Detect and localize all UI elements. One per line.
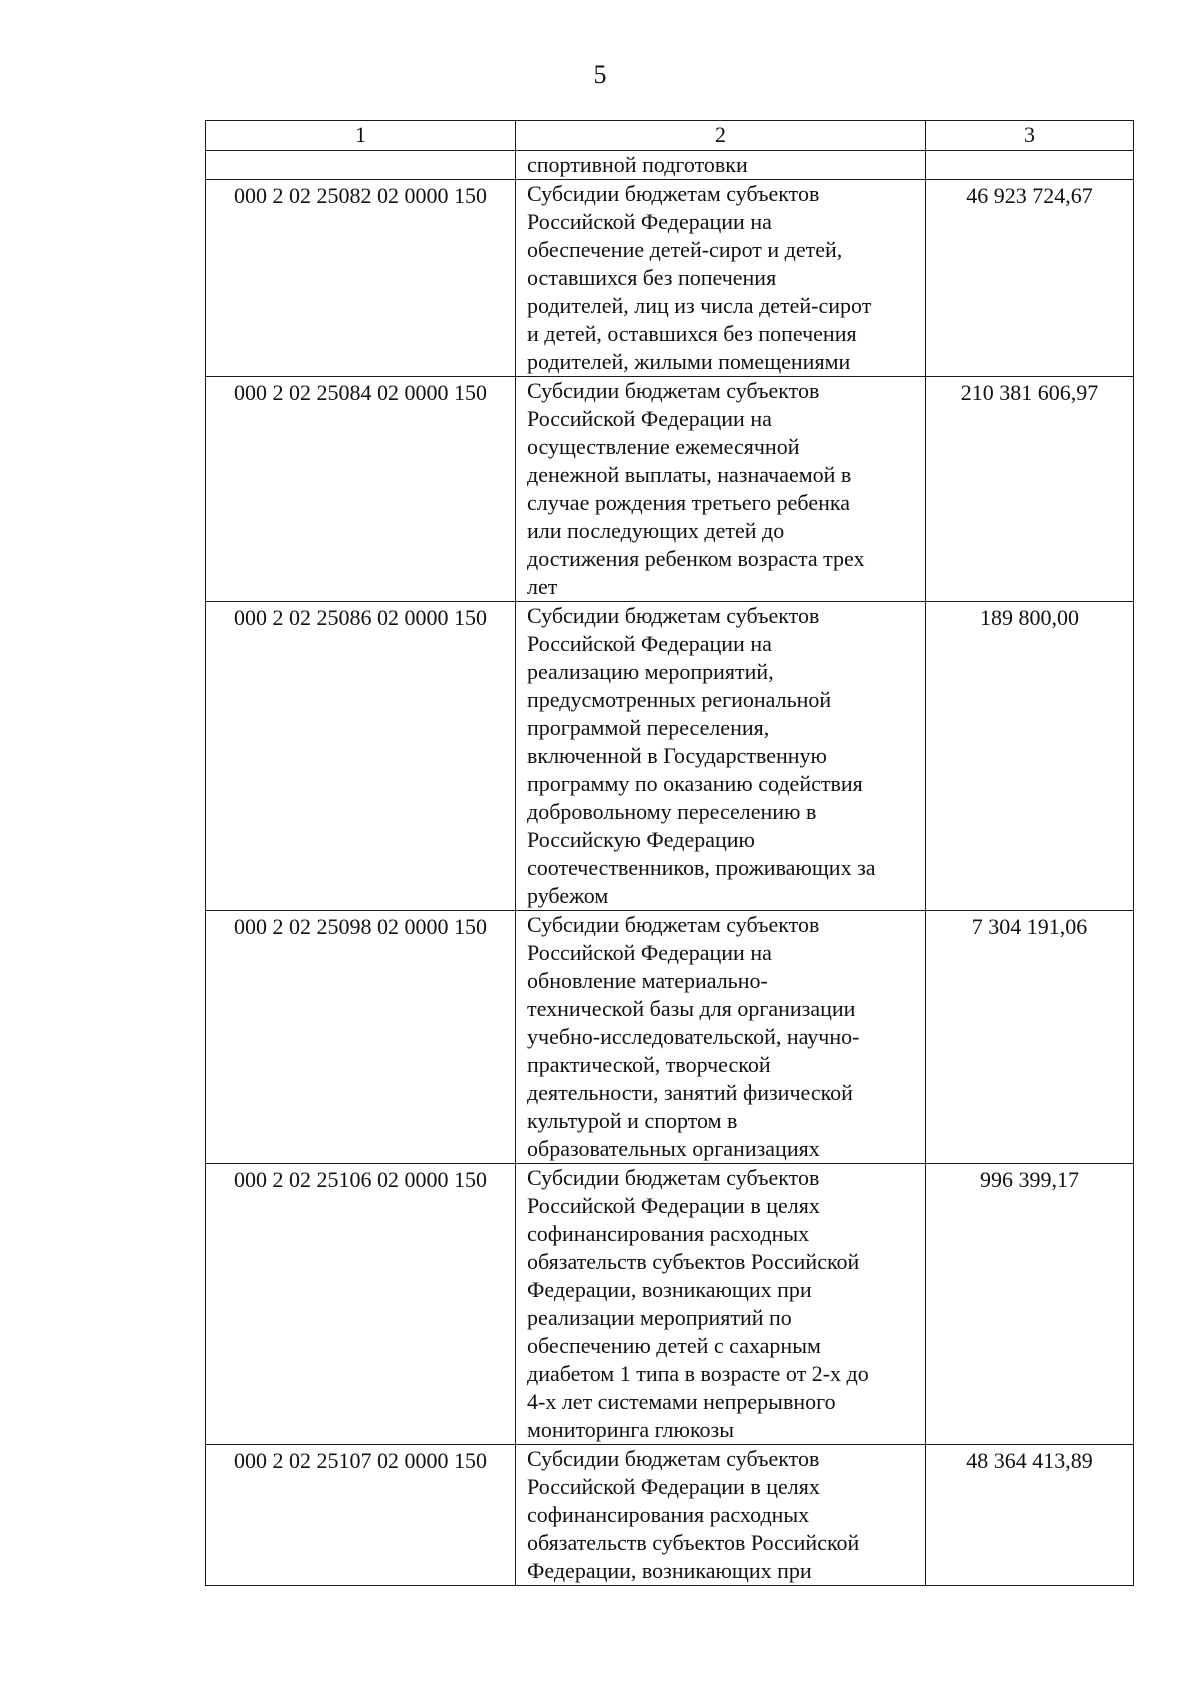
table-row [206,1445,1134,1586]
description-line: включенной в Государственную [527,743,827,768]
description-line: Российской Федерации на [527,209,772,234]
amount-cell: 7 304 191,06 [926,911,1134,1164]
table-row [206,911,1134,1164]
description-line: Российской Федерации в целях [527,1474,820,1499]
description-cell [516,377,926,602]
description-line: обеспечение детей-сирот и детей, [527,237,843,262]
description-line: достижения ребенком возраста трех [527,546,865,571]
amount-cell: 210 381 606,97 [926,377,1134,602]
description-line: соотечественников, проживающих за [527,855,876,880]
description-line: обязательств субъектов Российской [527,1530,860,1555]
description-line: технической базы для организации [527,996,856,1021]
revenue-code-cell: 000 2 02 25098 02 0000 150 [206,911,516,1164]
description-line: Субсидии бюджетам субъектов [527,1446,820,1471]
table-row [206,377,1134,602]
description-line: деятельности, занятий физической [527,1080,853,1105]
revenue-code-cell: 000 2 02 25086 02 0000 150 [206,602,516,911]
table-body [206,151,1134,1586]
description-line: оставшихся без попечения [527,265,777,290]
table-header-row [206,121,1134,151]
description-line: Федерации, возникающих при [527,1277,812,1302]
description-line: Субсидии бюджетам субъектов [527,1165,820,1190]
description-line: обеспечению детей с сахарным [527,1333,821,1358]
description-line: 4-х лет системами непрерывного [527,1389,836,1414]
budget-table [205,120,1134,1586]
amount-cell: 46 923 724,67 [926,180,1134,377]
description-line: софинансирования расходных [527,1502,810,1527]
description-line: реализации мероприятий по [527,1305,792,1330]
description-line: Российской Федерации на [527,631,772,656]
description-cell [516,1445,926,1586]
description-cell [516,180,926,377]
description-line: Российской Федерации на [527,406,772,431]
description-line: программой переселения, [527,715,770,740]
column-header-amount: 3 [926,121,1134,151]
description-line: Федерации, возникающих при [527,1558,812,1583]
description-line: обязательств субъектов Российской [527,1249,860,1274]
revenue-code-cell: 000 2 02 25106 02 0000 150 [206,1164,516,1445]
description-line: культурой и спортом в [527,1108,738,1133]
amount-cell [926,151,1134,180]
description-line: реализацию мероприятий, [527,659,774,684]
revenue-code-cell: 000 2 02 25084 02 0000 150 [206,377,516,602]
description-line: и детей, оставшихся без попечения [527,321,857,346]
amount-cell: 48 364 413,89 [926,1445,1134,1586]
amount-cell: 996 399,17 [926,1164,1134,1445]
description-line: практической, творческой [527,1052,771,1077]
revenue-code-cell: 000 2 02 25107 02 0000 150 [206,1445,516,1586]
description-line: осуществление ежемесячной [527,434,800,459]
description-line: Российской Федерации в целях [527,1193,820,1218]
description-line: родителей, жилыми помещениями [527,349,851,374]
table-row [206,180,1134,377]
description-cell [516,151,926,180]
description-line: Российскую Федерацию [527,827,755,852]
description-cell [516,911,926,1164]
column-header-description: 2 [516,121,926,151]
table-row [206,602,1134,911]
description-cell [516,602,926,911]
description-line: или последующих детей до [527,518,785,543]
description-line: образовательных организациях [527,1136,820,1161]
page-number: 5 [593,60,607,89]
description-line: родителей, лиц из числа детей-сирот [527,293,872,318]
description-line: Субсидии бюджетам субъектов [527,378,820,403]
description-line: случае рождения третьего ребенка [527,490,850,515]
description-line: рубежом [527,883,609,908]
description-line: предусмотренных региональной [527,687,832,712]
description-line: Субсидии бюджетам субъектов [527,912,820,937]
description-line: Субсидии бюджетам субъектов [527,603,820,628]
description-line: софинансирования расходных [527,1221,810,1246]
description-line: лет [527,574,558,599]
revenue-code-cell: 000 2 02 25082 02 0000 150 [206,180,516,377]
description-line: мониторинга глюкозы [527,1417,734,1442]
description-line: Субсидии бюджетам субъектов [527,181,820,206]
table-row [206,151,1134,180]
description-cell [516,1164,926,1445]
revenue-code-cell [206,151,516,180]
description-line: программу по оказанию содействия [527,771,863,796]
description-line: спортивной подготовки [527,152,748,177]
description-line: добровольному переселению в [527,799,817,824]
column-header-code: 1 [206,121,516,151]
description-line: учебно-исследовательской, научно- [527,1024,860,1049]
description-line: денежной выплаты, назначаемой в [527,462,852,487]
description-line: Российской Федерации на [527,940,772,965]
table-row [206,1164,1134,1445]
description-line: диабетом 1 типа в возрасте от 2-х до [527,1361,869,1386]
amount-cell: 189 800,00 [926,602,1134,911]
description-line: обновление материально- [527,968,768,993]
